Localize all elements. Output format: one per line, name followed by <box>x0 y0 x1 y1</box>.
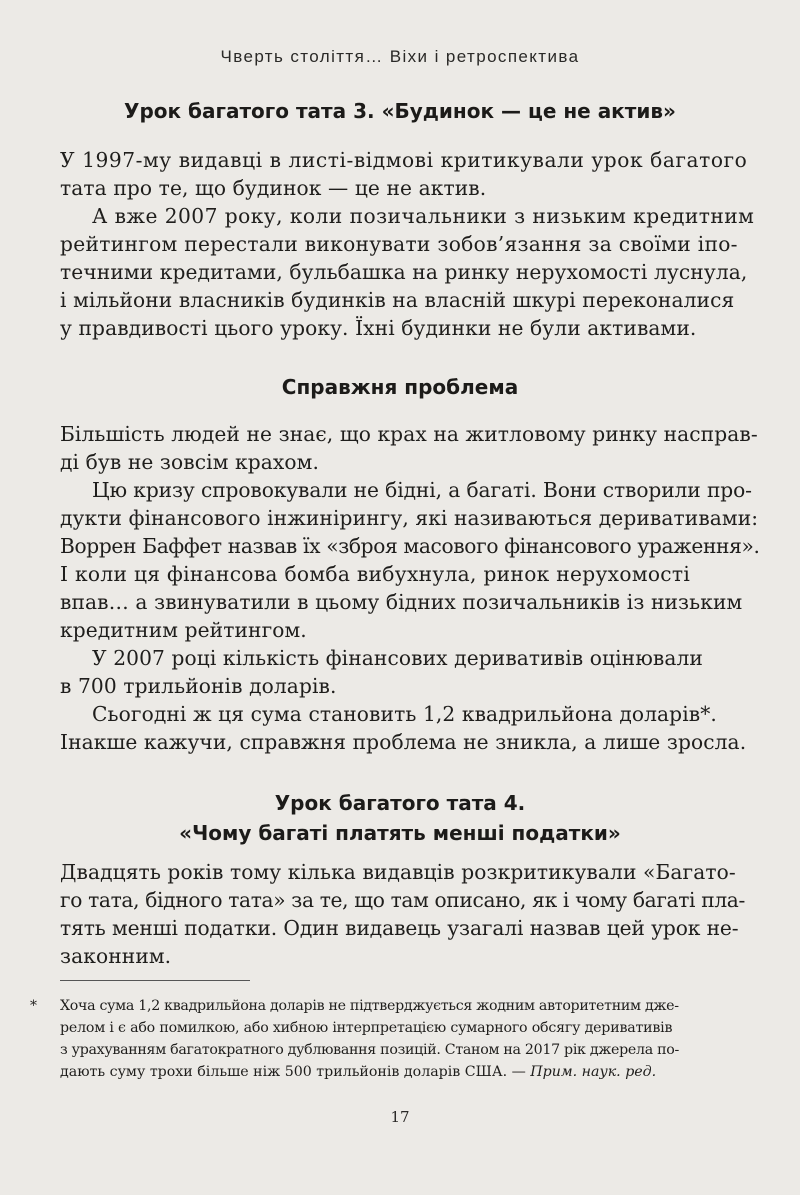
paragraph-line: Цю кризу спровокували не бідні, а багаті. Вони створили про- <box>92 478 752 502</box>
paragraph-line: У 1997-му видавці в листі-відмові критикували урок багатого <box>60 148 748 172</box>
paragraph-line: в 700 трильйонів доларів. <box>60 674 337 698</box>
paragraph-line: Більшість людей не знає, що крах на житловому ринку насправ- <box>60 422 758 446</box>
paragraph-line: законним. <box>60 944 172 968</box>
footnote-text: дають суму трохи більше ніж 500 трильйонів доларів США. — <box>60 1064 531 1080</box>
paragraph-line: тата про те, що будинок — це не актив. <box>60 176 487 200</box>
paragraph-line: впав… а звинуватили в цьому бідних позичальників із низьким <box>60 590 743 614</box>
section-heading-lesson-3: Урок багатого тата 3. «Будинок — це не актив» <box>124 99 676 123</box>
footnote-marker: * <box>30 998 37 1014</box>
footnote-divider <box>60 980 250 981</box>
editor-note: Прим. наук. ред. <box>530 1064 657 1080</box>
paragraph-line: і мільйони власників будинків на власній шкурі переконалися <box>60 288 735 312</box>
paragraph-line: Інакше кажучи, справжня проблема не зникла, а лише зросла. <box>60 730 747 754</box>
paragraph-line: дукти фінансового інжинірингу, які називаються деривативами: <box>60 506 759 530</box>
paragraph-line: кредитним рейтингом. <box>60 618 307 642</box>
section-heading-real-problem: Справжня проблема <box>281 375 519 399</box>
page-number: 17 <box>390 1108 410 1126</box>
footnote-line: Хоча сума 1,2 квадрильйона доларів не підтверджується жодним авторитетним дже- <box>60 998 679 1014</box>
section-heading-lesson-4-line-2: «Чому багаті платять менші податки» <box>179 821 621 845</box>
paragraph-line: Двадцять років тому кілька видавців розкритикували «Багато- <box>60 860 736 884</box>
paragraph-line: течними кредитами, бульбашка на ринку нерухомості луснула, <box>60 260 748 284</box>
paragraph-line: у правдивості цього уроку. Їхні будинки не були активами. <box>60 316 697 340</box>
paragraph-line: Сьогодні ж ця сума становить 1,2 квадрильйона доларів*. <box>92 702 717 726</box>
footnote-line: релом і є або помилкою, або хибною інтерпретацією сумарного обсягу деривативів <box>60 1020 673 1036</box>
paragraph-line: У 2007 році кількість фінансових деривативів оцінювали <box>92 646 703 670</box>
paragraph-line: Воррен Баффет назвав їх «зброя масового фінансового ураження». <box>60 534 760 558</box>
section-heading-lesson-4-line-1: Урок багатого тата 4. <box>274 791 526 815</box>
paragraph-line: тять менші податки. Один видавець узагалі назвав цей урок не- <box>60 916 739 940</box>
running-head: Чверть століття… Віхи і ретроспектива <box>220 47 580 66</box>
footnote-line <box>60 1061 656 1083</box>
paragraph-line: го тата, бідного тата» за те, що там описано, як і чому багаті пла- <box>60 888 745 912</box>
footnote-line: з урахуванням багатократного дублювання позицій. Станом на 2017 рік джерела по- <box>60 1042 679 1058</box>
paragraph-line: І коли ця фінансова бомба вибухнула, ринок нерухомості <box>60 562 691 586</box>
paragraph-line: ді був не зовсім крахом. <box>60 450 319 474</box>
paragraph-line: А вже 2007 року, коли позичальники з низьким кредитним <box>92 204 755 228</box>
paragraph-line: рейтингом перестали виконувати зобов’язання за своїми іпо- <box>60 232 738 256</box>
